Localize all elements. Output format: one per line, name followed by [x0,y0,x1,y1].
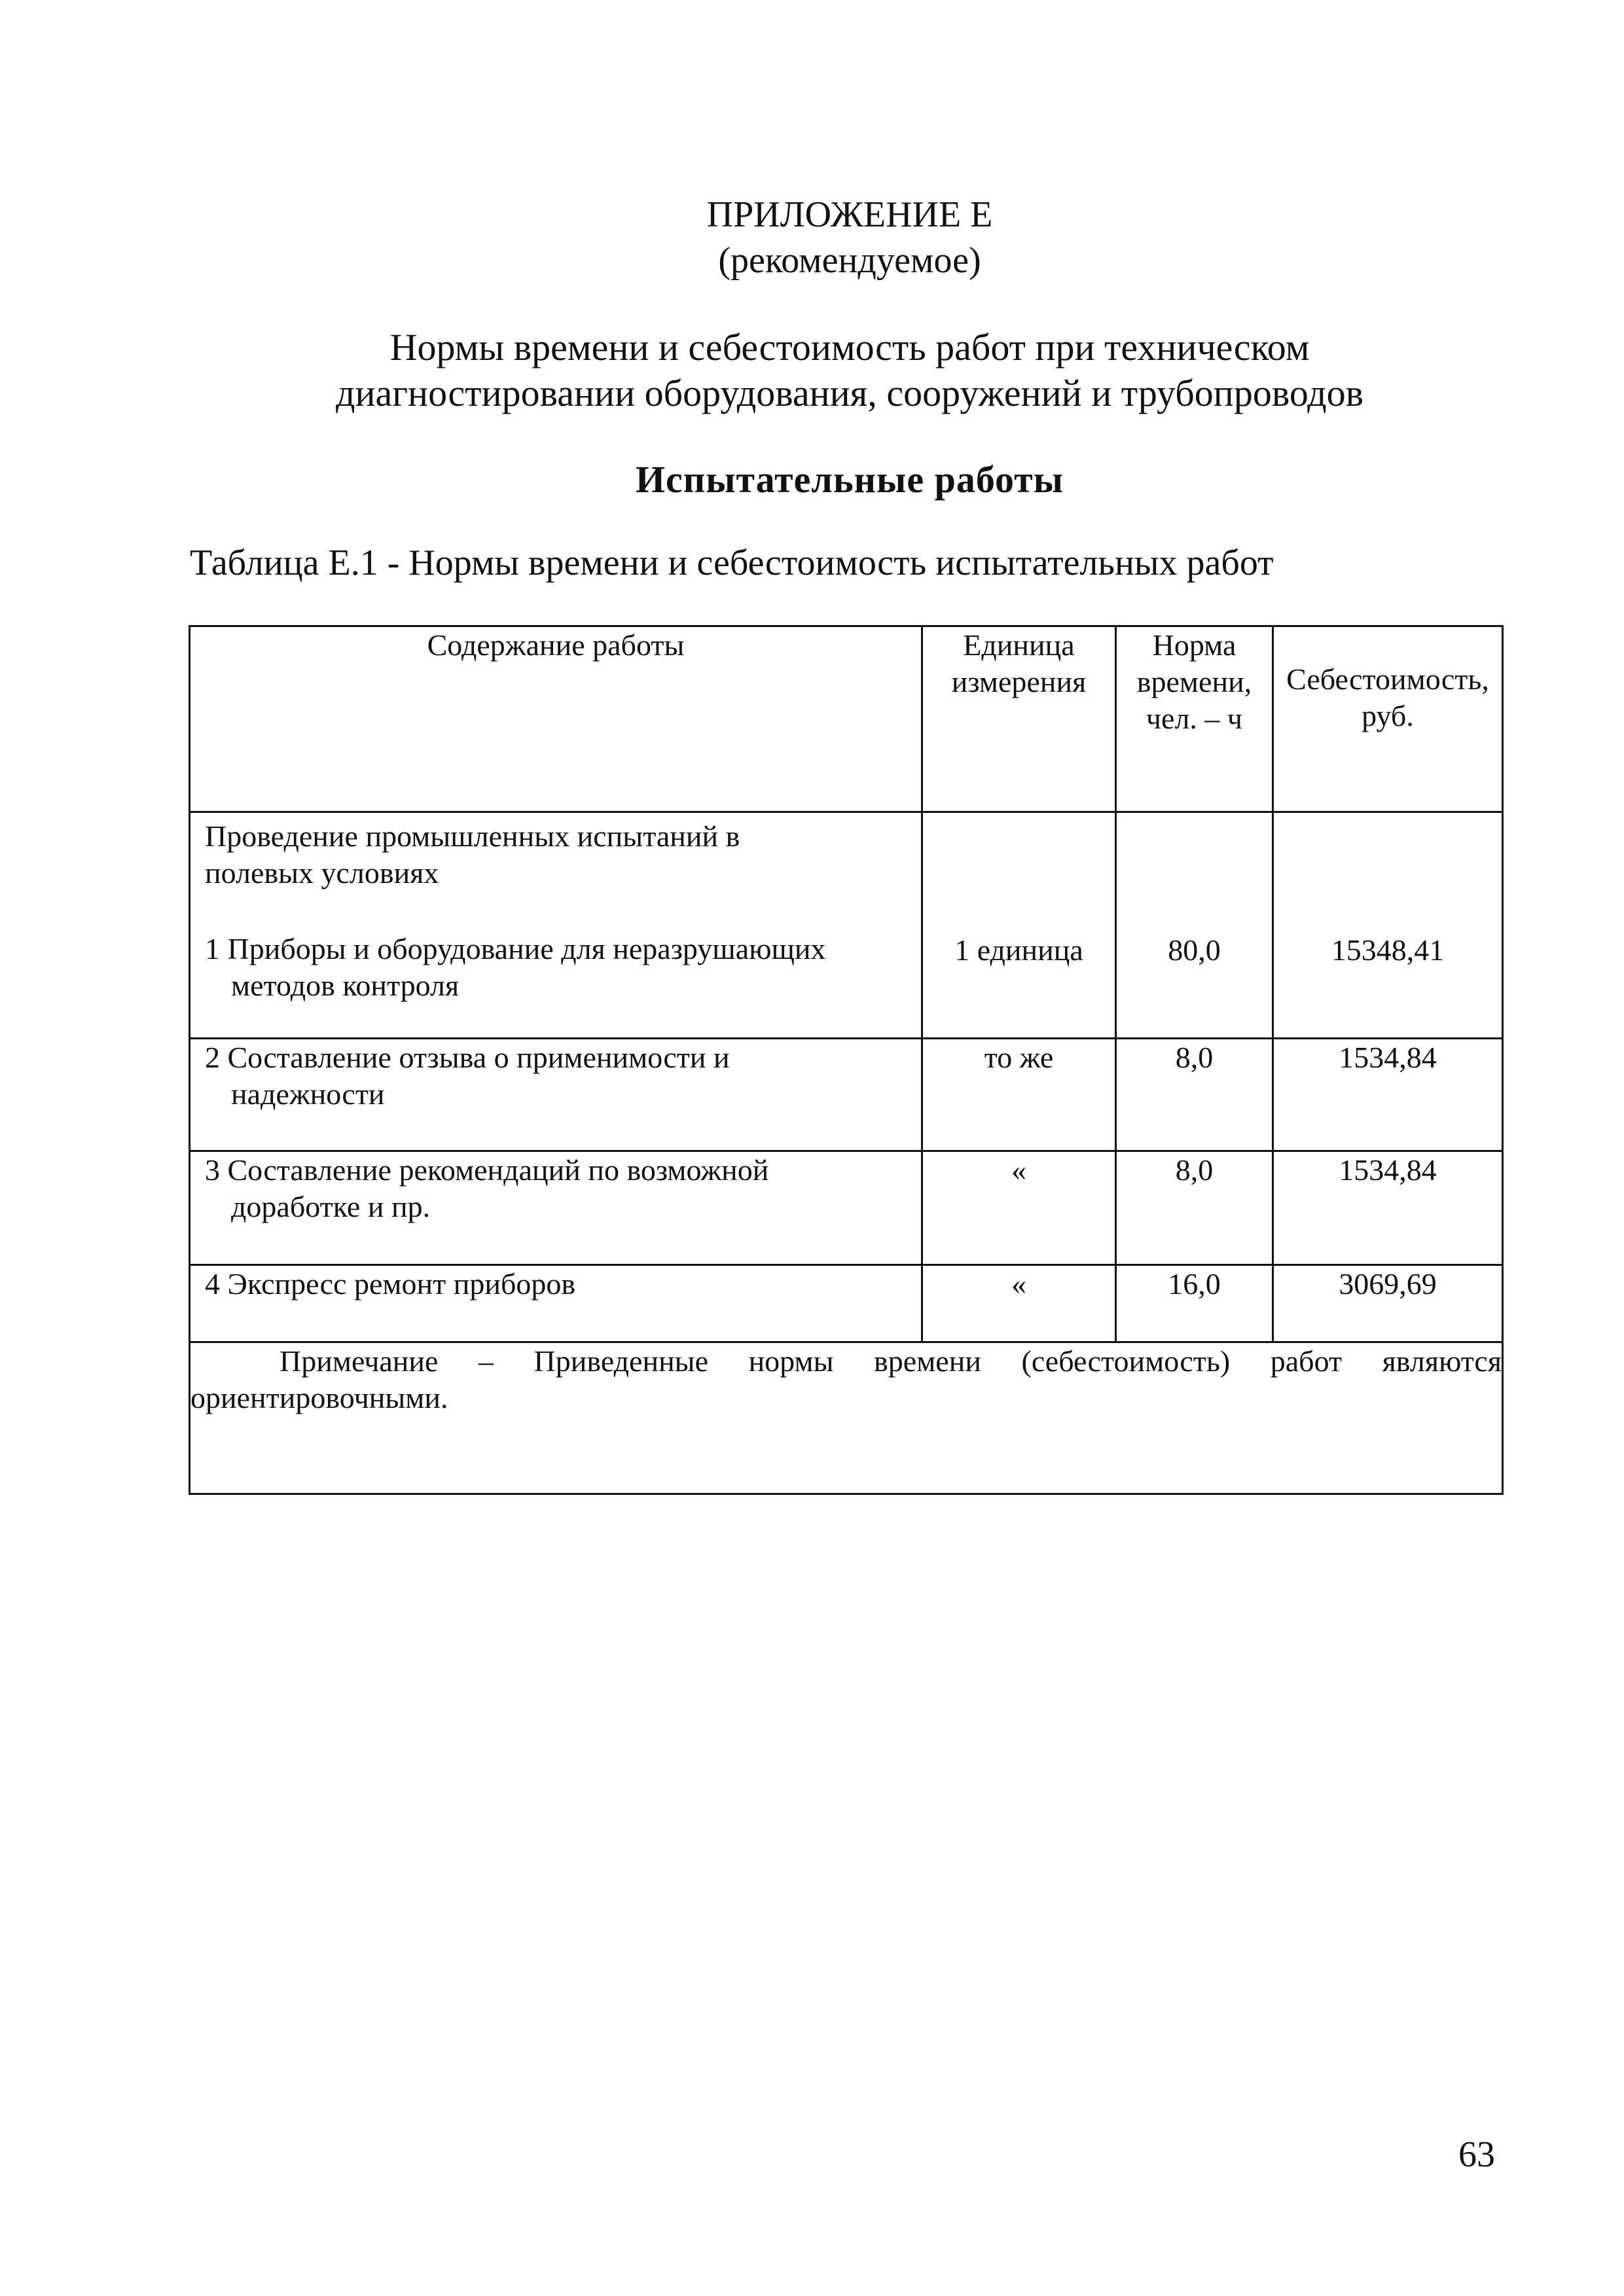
work-line-1: 4 Экспресс ремонт приборов [205,1267,576,1300]
cost-cell: 1534,84 [1273,1151,1503,1265]
norm-cell: 80,0 [1116,812,1273,1039]
group-title-line-2: полевых условиях [205,856,439,889]
cost-cell: 3069,69 [1273,1265,1503,1342]
unit-cell: то же [922,1039,1116,1151]
work-line-2: надежности [231,1077,385,1111]
header-cost: Себестоимость, руб. [1273,626,1503,812]
table-row [190,1265,1503,1342]
unit-cell: 1 единица [922,812,1116,1039]
table-header-row [190,626,1503,812]
norms-table [189,625,1504,1495]
table-row [190,1151,1503,1265]
work-cell [190,1151,922,1265]
work-line-2: методов контроля [231,969,460,1002]
header-work: Содержание работы [190,626,922,812]
work-line-1: 1 Приборы и оборудование для неразрушающих [205,932,826,965]
table-note [190,1342,1503,1494]
work-cell [190,1039,922,1151]
table-note-text: Примечание – Приведенные нормы времени (себестоимость) работ являются ориентировочными. [190,1344,1502,1414]
work-cell [190,1265,922,1342]
norm-cell: 8,0 [1116,1151,1273,1265]
norm-cell: 16,0 [1116,1265,1273,1342]
work-cell [190,812,922,1039]
cost-cell: 15348,41 [1273,812,1503,1039]
work-line-2: доработке и пр. [231,1190,431,1223]
table-note-row [190,1342,1503,1494]
unit-cell: « [922,1151,1116,1265]
table-caption: Таблица Е.1 - Нормы времени и себестоимость испытательных работ [190,543,1274,583]
unit-cell: « [922,1265,1116,1342]
work-line-1: 3 Составление рекомендаций по возможной [205,1153,769,1187]
group-title-line-1: Проведение промышленных испытаний в [205,819,740,853]
cost-cell: 1534,84 [1273,1039,1503,1151]
page-number: 63 [1458,2134,1495,2175]
norm-cell: 8,0 [1116,1039,1273,1151]
header-unit: Единица измерения [922,626,1116,812]
table-row [190,812,1503,1039]
header-norm: Норма времени, чел. – ч [1116,626,1273,812]
work-line-1: 2 Составление отзыва о применимости и [205,1041,730,1074]
table-row [190,1039,1503,1151]
